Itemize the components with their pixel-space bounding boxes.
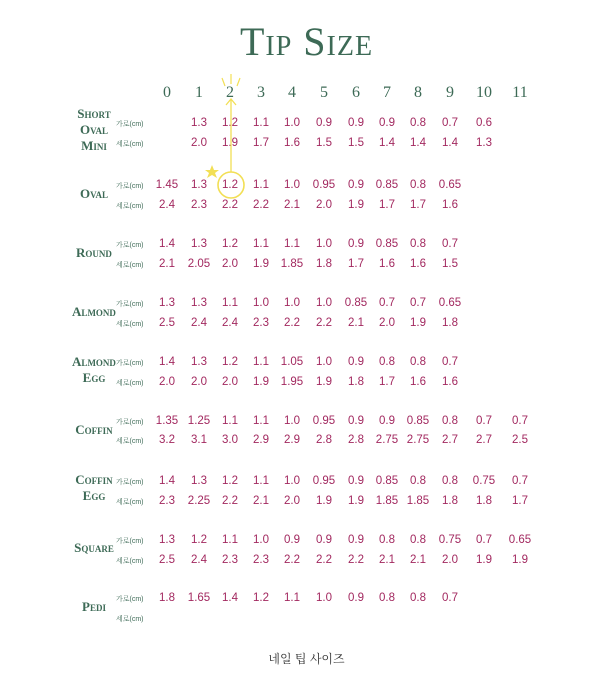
width-value: 1.0 [316, 356, 332, 368]
width-value: 1.3 [159, 297, 175, 309]
caption: 네일 팁 사이즈 [268, 652, 345, 666]
width-value: 0.85 [375, 179, 399, 191]
height-value: 1.7 [379, 376, 395, 388]
height-value: 1.9 [348, 495, 364, 507]
row-label [64, 106, 124, 154]
width-value: 0.85 [375, 475, 399, 487]
height-value: 2.2 [348, 554, 364, 566]
width-value: 0.9 [316, 117, 332, 129]
row-label-line: Mini [81, 138, 107, 153]
width-unit-label: 가로(cm) [116, 121, 144, 128]
height-value: 2.0 [222, 258, 238, 270]
width-value: 0.65 [438, 297, 462, 309]
height-value: 1.9 [476, 554, 492, 566]
row-label-line: Oval [80, 122, 108, 137]
height-value: 1.6 [284, 137, 300, 149]
width-value: 1.1 [222, 415, 238, 427]
height-unit-label: 세로(cm) [116, 262, 144, 269]
height-value: 2.1 [410, 554, 426, 566]
height-value: 1.7 [379, 199, 395, 211]
width-value: 1.2 [222, 238, 238, 250]
page-title: Tip Size [239, 19, 374, 64]
height-value: 2.0 [316, 199, 332, 211]
height-value: 2.9 [284, 434, 300, 446]
width-value: 1.1 [253, 475, 269, 487]
row-label-line: Egg [82, 370, 106, 385]
width-value: 0.8 [410, 117, 426, 129]
width-value: 0.8 [410, 534, 426, 546]
row-label-line: Almond [72, 354, 116, 369]
width-value: 0.7 [442, 592, 458, 604]
height-value: 2.5 [512, 434, 528, 446]
height-value: 2.75 [406, 434, 430, 446]
row-label-line: Oval [80, 186, 108, 201]
width-value: 0.7 [379, 297, 395, 309]
column-header-1: 1 [195, 84, 203, 101]
width-value: 1.1 [222, 297, 238, 309]
width-value: 0.8 [442, 415, 458, 427]
width-value: 1.2 [222, 475, 238, 487]
height-unit-label: 세로(cm) [116, 438, 144, 445]
width-value: 0.7 [476, 415, 492, 427]
width-value: 0.85 [344, 297, 368, 309]
width-value: 0.75 [438, 534, 462, 546]
width-value: 0.8 [379, 356, 395, 368]
width-value: 1.3 [159, 534, 175, 546]
width-value: 1.0 [284, 179, 300, 191]
height-value: 3.1 [191, 434, 207, 446]
width-value: 1.2 [222, 179, 238, 191]
width-value: 1.3 [191, 356, 207, 368]
width-value: 1.65 [187, 592, 211, 604]
height-value: 2.0 [379, 317, 395, 329]
height-value: 1.6 [410, 376, 426, 388]
row-label-line: Round [76, 245, 112, 260]
height-value: 3.0 [222, 434, 238, 446]
height-value: 1.9 [348, 199, 364, 211]
height-value: 2.4 [191, 317, 207, 329]
column-header-5: 5 [320, 84, 328, 101]
width-value: 1.25 [187, 415, 211, 427]
height-value: 1.6 [442, 376, 458, 388]
height-value: 2.1 [284, 199, 300, 211]
height-value: 1.4 [379, 137, 395, 149]
width-value: 1.0 [284, 415, 300, 427]
height-unit-label: 세로(cm) [116, 616, 144, 623]
width-value: 0.7 [442, 356, 458, 368]
height-value: 2.0 [191, 376, 207, 388]
width-value: 1.3 [191, 179, 207, 191]
width-value: 0.8 [410, 475, 426, 487]
column-header-9: 9 [446, 84, 454, 101]
row-label-line: Coffin [75, 422, 113, 437]
width-value: 1.4 [159, 238, 175, 250]
height-value: 2.2 [316, 554, 332, 566]
width-value: 1.1 [284, 592, 300, 604]
width-value: 0.8 [410, 592, 426, 604]
width-value: 0.95 [312, 179, 336, 191]
width-value: 1.0 [253, 534, 269, 546]
height-unit-label: 세로(cm) [116, 558, 144, 565]
height-value: 1.9 [410, 317, 426, 329]
width-value: 0.9 [379, 415, 395, 427]
width-value: 1.3 [191, 117, 207, 129]
width-value: 0.7 [442, 117, 458, 129]
column-header-7: 7 [383, 84, 391, 101]
height-value: 1.9 [316, 495, 332, 507]
height-value: 2.5 [159, 317, 175, 329]
height-value: 2.2 [284, 317, 300, 329]
height-value: 2.7 [476, 434, 492, 446]
width-value: 0.7 [512, 415, 528, 427]
width-value: 1.0 [284, 117, 300, 129]
row-label [64, 186, 124, 202]
column-header-11: 11 [512, 84, 528, 101]
width-unit-label: 가로(cm) [116, 419, 144, 426]
width-unit-label: 가로(cm) [116, 242, 144, 249]
width-value: 0.8 [410, 356, 426, 368]
width-value: 1.3 [191, 297, 207, 309]
width-value: 0.8 [379, 534, 395, 546]
width-value: 1.45 [155, 179, 179, 191]
width-value: 0.9 [316, 534, 332, 546]
width-value: 0.9 [348, 117, 364, 129]
width-value: 1.3 [191, 475, 207, 487]
height-value: 1.6 [379, 258, 395, 270]
height-value: 2.3 [253, 554, 269, 566]
width-value: 0.9 [348, 475, 364, 487]
height-value: 2.3 [159, 495, 175, 507]
width-value: 1.8 [159, 592, 175, 604]
width-value: 0.7 [476, 534, 492, 546]
height-value: 3.2 [159, 434, 175, 446]
width-value: 0.9 [348, 238, 364, 250]
height-value: 1.8 [442, 317, 458, 329]
width-value: 1.0 [253, 297, 269, 309]
column-header-8: 8 [414, 84, 422, 101]
width-value: 1.3 [191, 238, 207, 250]
width-value: 0.65 [438, 179, 462, 191]
height-unit-label: 세로(cm) [116, 203, 144, 210]
width-unit-label: 가로(cm) [116, 360, 144, 367]
height-value: 1.85 [406, 495, 430, 507]
width-value: 1.4 [222, 592, 238, 604]
column-header-4: 4 [288, 84, 296, 101]
width-value: 1.0 [316, 238, 332, 250]
width-value: 0.9 [348, 356, 364, 368]
width-value: 1.1 [253, 415, 269, 427]
width-unit-label: 가로(cm) [116, 183, 144, 190]
height-value: 2.9 [253, 434, 269, 446]
width-value: 0.8 [410, 238, 426, 250]
column-header-3: 3 [257, 84, 265, 101]
height-value: 1.3 [476, 137, 492, 149]
height-unit-label: 세로(cm) [116, 499, 144, 506]
height-value: 1.5 [442, 258, 458, 270]
height-value: 2.2 [284, 554, 300, 566]
row-label-line: Square [74, 540, 114, 555]
row-label [64, 354, 124, 386]
width-value: 0.9 [379, 117, 395, 129]
height-value: 1.95 [280, 376, 304, 388]
height-value: 1.7 [410, 199, 426, 211]
height-value: 1.8 [348, 376, 364, 388]
height-value: 1.4 [410, 137, 426, 149]
row-label [64, 422, 124, 438]
height-value: 2.1 [253, 495, 269, 507]
width-value: 0.95 [312, 475, 336, 487]
height-value: 1.9 [222, 137, 238, 149]
width-value: 0.7 [442, 238, 458, 250]
height-value: 2.75 [375, 434, 399, 446]
width-value: 1.1 [253, 356, 269, 368]
column-header-2: 2 [226, 84, 234, 101]
width-value: 0.65 [508, 534, 532, 546]
width-value: 0.85 [406, 415, 430, 427]
width-unit-label: 가로(cm) [116, 538, 144, 545]
width-value: 1.0 [284, 297, 300, 309]
height-value: 1.7 [512, 495, 528, 507]
width-value: 0.9 [348, 179, 364, 191]
width-value: 1.0 [284, 475, 300, 487]
height-value: 1.4 [442, 137, 458, 149]
width-value: 0.8 [442, 475, 458, 487]
width-value: 1.2 [222, 356, 238, 368]
row-label [64, 599, 124, 615]
width-value: 1.05 [280, 356, 304, 368]
height-value: 2.0 [442, 554, 458, 566]
row-label [64, 472, 124, 504]
height-value: 1.9 [253, 258, 269, 270]
height-value: 2.0 [222, 376, 238, 388]
height-value: 2.05 [187, 258, 211, 270]
height-value: 2.8 [316, 434, 332, 446]
column-header-0: 0 [163, 84, 171, 101]
width-value: 0.9 [348, 415, 364, 427]
width-value: 1.1 [222, 534, 238, 546]
row-label [64, 304, 124, 320]
width-value: 0.9 [284, 534, 300, 546]
row-label-line: Coffin [75, 472, 113, 487]
width-value: 1.1 [253, 179, 269, 191]
height-value: 2.25 [187, 495, 211, 507]
width-value: 1.2 [191, 534, 207, 546]
height-value: 1.9 [316, 376, 332, 388]
width-value: 1.0 [316, 297, 332, 309]
width-value: 0.9 [348, 592, 364, 604]
height-value: 2.3 [191, 199, 207, 211]
height-value: 1.85 [280, 258, 304, 270]
height-value: 2.0 [284, 495, 300, 507]
height-value: 1.8 [316, 258, 332, 270]
height-unit-label: 세로(cm) [116, 141, 144, 148]
width-value: 1.4 [159, 356, 175, 368]
row-label-line: Short [77, 106, 111, 121]
height-value: 2.7 [442, 434, 458, 446]
height-value: 2.5 [159, 554, 175, 566]
height-value: 1.5 [316, 137, 332, 149]
width-unit-label: 가로(cm) [116, 596, 144, 603]
width-value: 0.8 [379, 592, 395, 604]
width-value: 1.35 [155, 415, 179, 427]
height-value: 1.85 [375, 495, 399, 507]
width-unit-label: 가로(cm) [116, 479, 144, 486]
height-value: 2.8 [348, 434, 364, 446]
height-value: 1.7 [253, 137, 269, 149]
height-value: 2.1 [159, 258, 175, 270]
row-label-line: Egg [82, 488, 106, 503]
width-value: 1.4 [159, 475, 175, 487]
width-value: 0.75 [472, 475, 496, 487]
width-value: 0.9 [348, 534, 364, 546]
row-label [64, 245, 124, 261]
row-label-line: Pedi [82, 599, 106, 614]
height-value: 1.8 [442, 495, 458, 507]
height-value: 2.3 [222, 554, 238, 566]
width-value: 1.1 [253, 238, 269, 250]
row-label-line: Almond [72, 304, 116, 319]
height-value: 2.2 [253, 199, 269, 211]
height-value: 2.2 [222, 495, 238, 507]
column-header-10: 10 [476, 84, 492, 101]
width-value: 0.85 [375, 238, 399, 250]
height-value: 2.4 [159, 199, 175, 211]
width-value: 0.8 [410, 179, 426, 191]
width-value: 1.1 [253, 117, 269, 129]
width-value: 1.1 [284, 238, 300, 250]
height-value: 1.9 [512, 554, 528, 566]
height-value: 1.8 [476, 495, 492, 507]
column-header-6: 6 [352, 84, 360, 101]
width-value: 0.95 [312, 415, 336, 427]
highlight-star-icon [205, 165, 219, 178]
width-value: 1.2 [222, 117, 238, 129]
height-value: 2.1 [379, 554, 395, 566]
height-value: 2.2 [222, 199, 238, 211]
height-value: 2.4 [191, 554, 207, 566]
height-unit-label: 세로(cm) [116, 380, 144, 387]
height-value: 2.1 [348, 317, 364, 329]
row-label [64, 540, 124, 556]
width-value: 0.6 [476, 117, 492, 129]
width-value: 0.7 [410, 297, 426, 309]
height-value: 2.3 [253, 317, 269, 329]
height-value: 2.2 [316, 317, 332, 329]
height-value: 2.0 [159, 376, 175, 388]
height-value: 1.7 [348, 258, 364, 270]
width-value: 1.0 [316, 592, 332, 604]
height-value: 1.5 [348, 137, 364, 149]
height-value: 1.9 [253, 376, 269, 388]
height-value: 2.0 [191, 137, 207, 149]
width-unit-label: 가로(cm) [116, 301, 144, 308]
width-value: 0.7 [512, 475, 528, 487]
height-value: 1.6 [442, 199, 458, 211]
width-value: 1.2 [253, 592, 269, 604]
height-unit-label: 세로(cm) [116, 321, 144, 328]
height-value: 2.4 [222, 317, 238, 329]
height-value: 1.6 [410, 258, 426, 270]
